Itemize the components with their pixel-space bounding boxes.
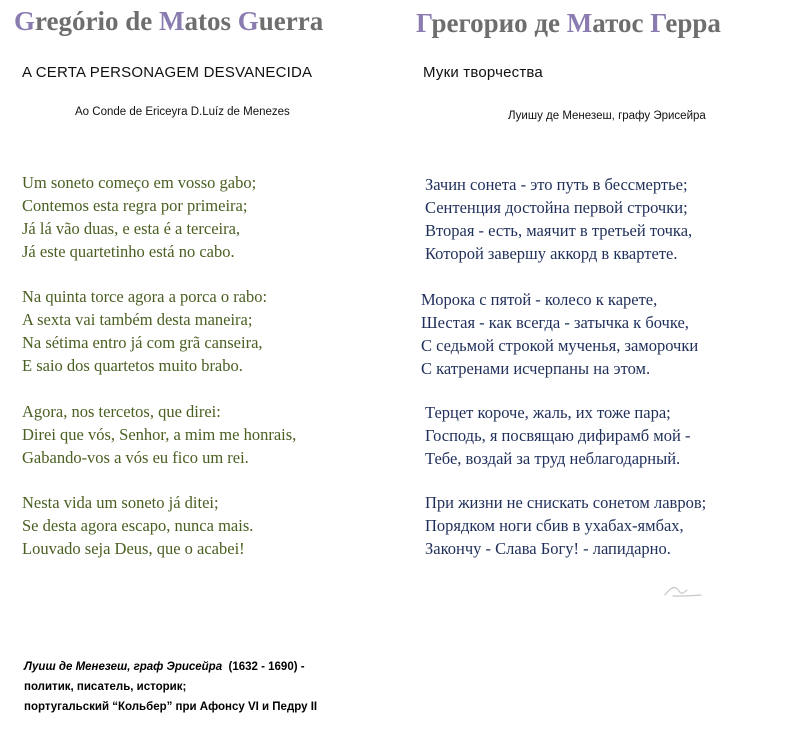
left-dedication: Ao Conde de Ericeyra D.Luíz de Menezes (75, 106, 290, 118)
poem-line: Direi que vós, Senhor, a mim me honrais, (22, 425, 297, 444)
poem-line: Морока с пятой - колесо к карете, (421, 290, 658, 309)
right-stanza-1 (425, 173, 692, 265)
poem-line: Тебе, воздай за труд неблагодарный. (425, 449, 681, 468)
left-stanza-2 (22, 285, 267, 377)
right-dedication: Луишу де Менезеш, графу Эрисейра (508, 110, 706, 122)
title-initial: Г (416, 8, 432, 38)
poem-line: Já este quartetinho está no cabo. (22, 242, 235, 261)
title-initial: G (14, 6, 36, 36)
right-title (416, 10, 721, 37)
poem-line: Nesta vida um soneto já ditei; (22, 493, 219, 512)
poem-line: Порядком ноги сбив в ухабах-ямбах, (425, 516, 684, 535)
poem-line: Se desta agora escapo, nunca mais. (22, 516, 254, 535)
footnote-line-1 (24, 657, 317, 677)
poem-line: При жизни не снискать сонетом лавров; (425, 493, 707, 512)
title-text: атос (592, 8, 651, 38)
poem-line: A sexta vai também desta maneira; (22, 310, 253, 329)
title-text: atos (184, 6, 238, 36)
poem-line: Louvado seja Deus, que o acabei! (22, 539, 245, 558)
footnote-dates: (1632 - 1690) - (222, 661, 305, 673)
poem-line: Господь, я посвящаю дифирамб мой - (425, 426, 691, 445)
title-text: регорио де (431, 8, 567, 38)
title-text: regório de (35, 6, 159, 36)
left-stanza-3 (22, 400, 296, 469)
poem-line: Contemos esta regra por primeira; (22, 196, 248, 215)
title-initial: М (566, 8, 593, 38)
poem-line: Зачин сонета - это путь в бессмертье; (425, 175, 688, 194)
footnote-name: Луиш де Менезеш, граф Эрисейра (24, 661, 223, 673)
left-stanza-4 (22, 491, 253, 560)
poem-line: Já lá vão duas, e esta é a terceira, (22, 219, 241, 238)
poem-line: Закончу - Слава Богу! - лапидарно. (425, 539, 671, 558)
footnote (24, 657, 317, 717)
poem-line: Которой завершу аккорд в квартете. (425, 244, 678, 263)
right-stanza-3 (425, 401, 690, 470)
footnote-line-3: португальский “Кольбер” при Афонсу VI и Педру II (24, 701, 318, 713)
title-initial: G (237, 6, 259, 36)
poem-line: С седьмой строкой мученья, заморочки (421, 336, 699, 355)
poem-line: Шестая - как всегда - затычка к бочке, (421, 313, 689, 332)
poem-line: Терцет короче, жаль, их тоже пара; (425, 403, 671, 422)
right-stanza-2 (421, 288, 698, 380)
left-subtitle: A CERTA PERSONAGEM DESVANECIDA (22, 64, 313, 81)
title-text: uerra (258, 6, 324, 36)
signature-icon (661, 583, 703, 601)
footnote-line-2: политик, писатель, историк; (24, 681, 187, 693)
poem-line: Na quinta torce agora a porca o rabo: (22, 287, 268, 306)
left-stanza-1 (22, 171, 256, 263)
poem-line: Um soneto começo em vosso gabo; (22, 173, 257, 192)
poem-line: Сентенция достойна первой строчки; (425, 198, 688, 217)
poem-line: Agora, nos tercetos, que direi: (22, 402, 221, 421)
title-initial: Г (650, 8, 666, 38)
left-title (14, 8, 323, 35)
poem-line: Na sétima entro já com grã canseira, (22, 333, 263, 352)
right-subtitle: Муки творчества (423, 64, 543, 81)
poem-line: С катренами исчерпаны на этом. (421, 359, 651, 378)
right-stanza-4 (425, 491, 706, 560)
title-text: ерра (665, 8, 721, 38)
title-initial: M (158, 6, 185, 36)
poem-line: E saio dos quartetos muito brabo. (22, 356, 243, 375)
poem-line: Вторая - есть, маячит в третьей точка, (425, 221, 693, 240)
poem-line: Gabando-vos a vós eu fico um rei. (22, 448, 249, 467)
